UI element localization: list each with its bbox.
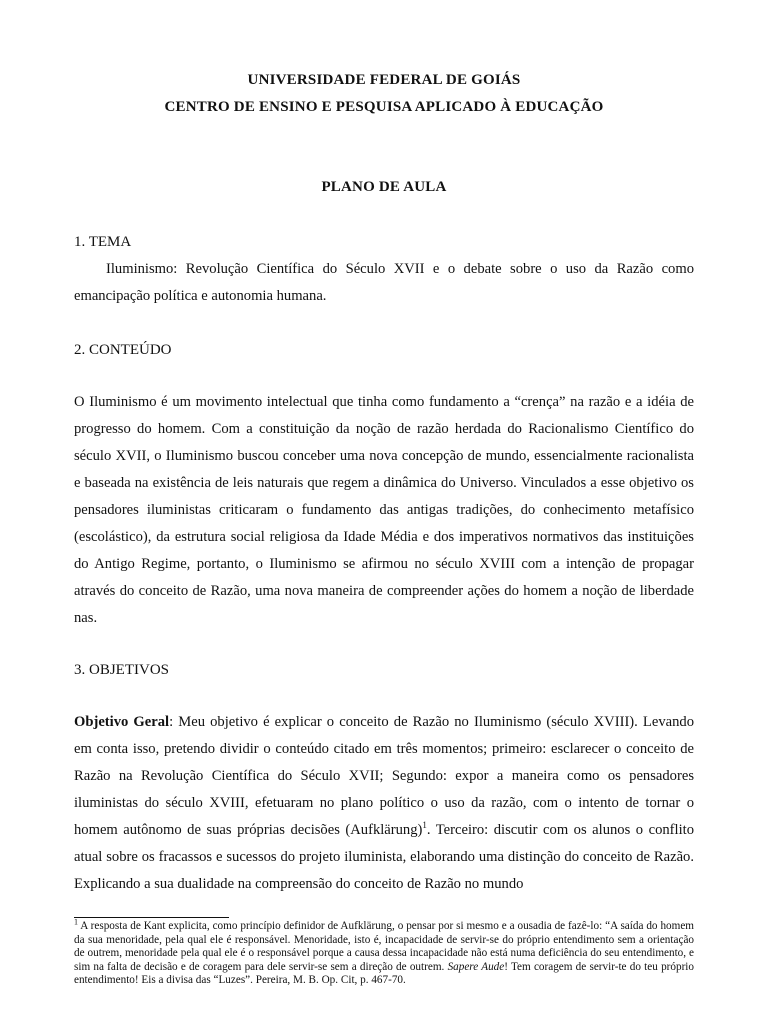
section-heading-conteudo: 2. CONTEÚDO: [74, 342, 172, 358]
objetivo-geral-label: Objetivo Geral: [74, 714, 170, 730]
footnote: [74, 917, 694, 988]
footnote-italic: Sapere Aude: [447, 960, 505, 973]
objetivos-text-1: : Meu objetivo é explicar o conceito de Razão no Iluminismo (século XVIII). Levando em conta isso, pretendo dividir o conteúdo citado em três momentos; primeiro: esclarecer o conceito de Razão na Revolução Científica do Século XVII; Segundo: expor a maneira como os pensadores iluministas do século XVIII, efetuaram no plano político o uso da razão, com o intento de tornar o homem autônomo de suas próprias decisões (Aufklärung): [74, 714, 694, 838]
center-name: CENTRO DE ENSINO E PESQUISA APLICADO À EDUCAÇÃO: [164, 99, 604, 115]
objetivos-text-2: . Terceiro: discutir com os alunos o conflito atual sobre os fracassos e sucessos do projeto iluminista, elaborando uma distinção do conceito de Razão. Explicando a sua dualidade na compreensão do conceito de Razão no mundo: [74, 822, 694, 892]
section-heading-objetivos: 3. OBJETIVOS: [74, 662, 170, 678]
document-title: PLANO DE AULA: [321, 179, 447, 195]
conteudo-paragraph: O Iluminismo é um movimento intelectual que tinha como fundamento a “crença” na razão e a idéia de progresso do homem. Com a constituição da noção de razão herdada do Racionalismo Científico do século XVII, o Iluminismo buscou conceber uma nova concepção de mundo, essencialmente racionalista e baseada na existência de leis naturais que regem a dinâmica do Universo. Vinculados a esse objetivo os pensadores iluministas criticaram o fundamento das antigas tradições, do conhecimento metafísico (escolástico), da estrutura social religiosa da Idade Média e dos imperativos normativos das instituições do Antigo Regime, portanto, o Iluminismo se afirmou no século XVIII com a intenção de propagar através do conceito de Razão, uma nova maneira de compreender ações do homem a noção de liberdade nas.: [74, 394, 694, 626]
footnote-text-1: A resposta de Kant explicita, como princípio definidor de Aufklärung, o pensar por si mesmo e a ousadia de fazê-lo: “A saída do homem da sua menoridade, pela qual ele é responsável. Menoridade, isto é, incapacidade de servir-se do próprio entendimento sem a orientação de outrem, menoridade pela qual ele é o responsável porque a causa dessa incapacidade não está numa deficiência do seu entendimento, e sim na falta de decisão e de coragem para dele servir-se sem a direção de outrem.: [74, 920, 694, 973]
section-heading-tema: 1. TEMA: [74, 234, 132, 250]
university-name: UNIVERSIDADE FEDERAL DE GOIÁS: [247, 72, 521, 88]
footnote-reference: 1: [422, 820, 427, 831]
objetivos-paragraph: [74, 709, 694, 898]
footnote-text-2: ! Tem coragem de servir-te do teu próprio entendimento! Eis a divisa das “Luzes”. Pereira, M. B. Op. Cit, p. 467-70.: [74, 960, 694, 987]
footnote-number: 1: [74, 917, 78, 927]
footnote-divider: [74, 917, 229, 918]
tema-paragraph: Iluminismo: Revolução Científica do Século XVII e o debate sobre o uso da Razão como emancipação política e autonomia humana.: [74, 261, 694, 304]
